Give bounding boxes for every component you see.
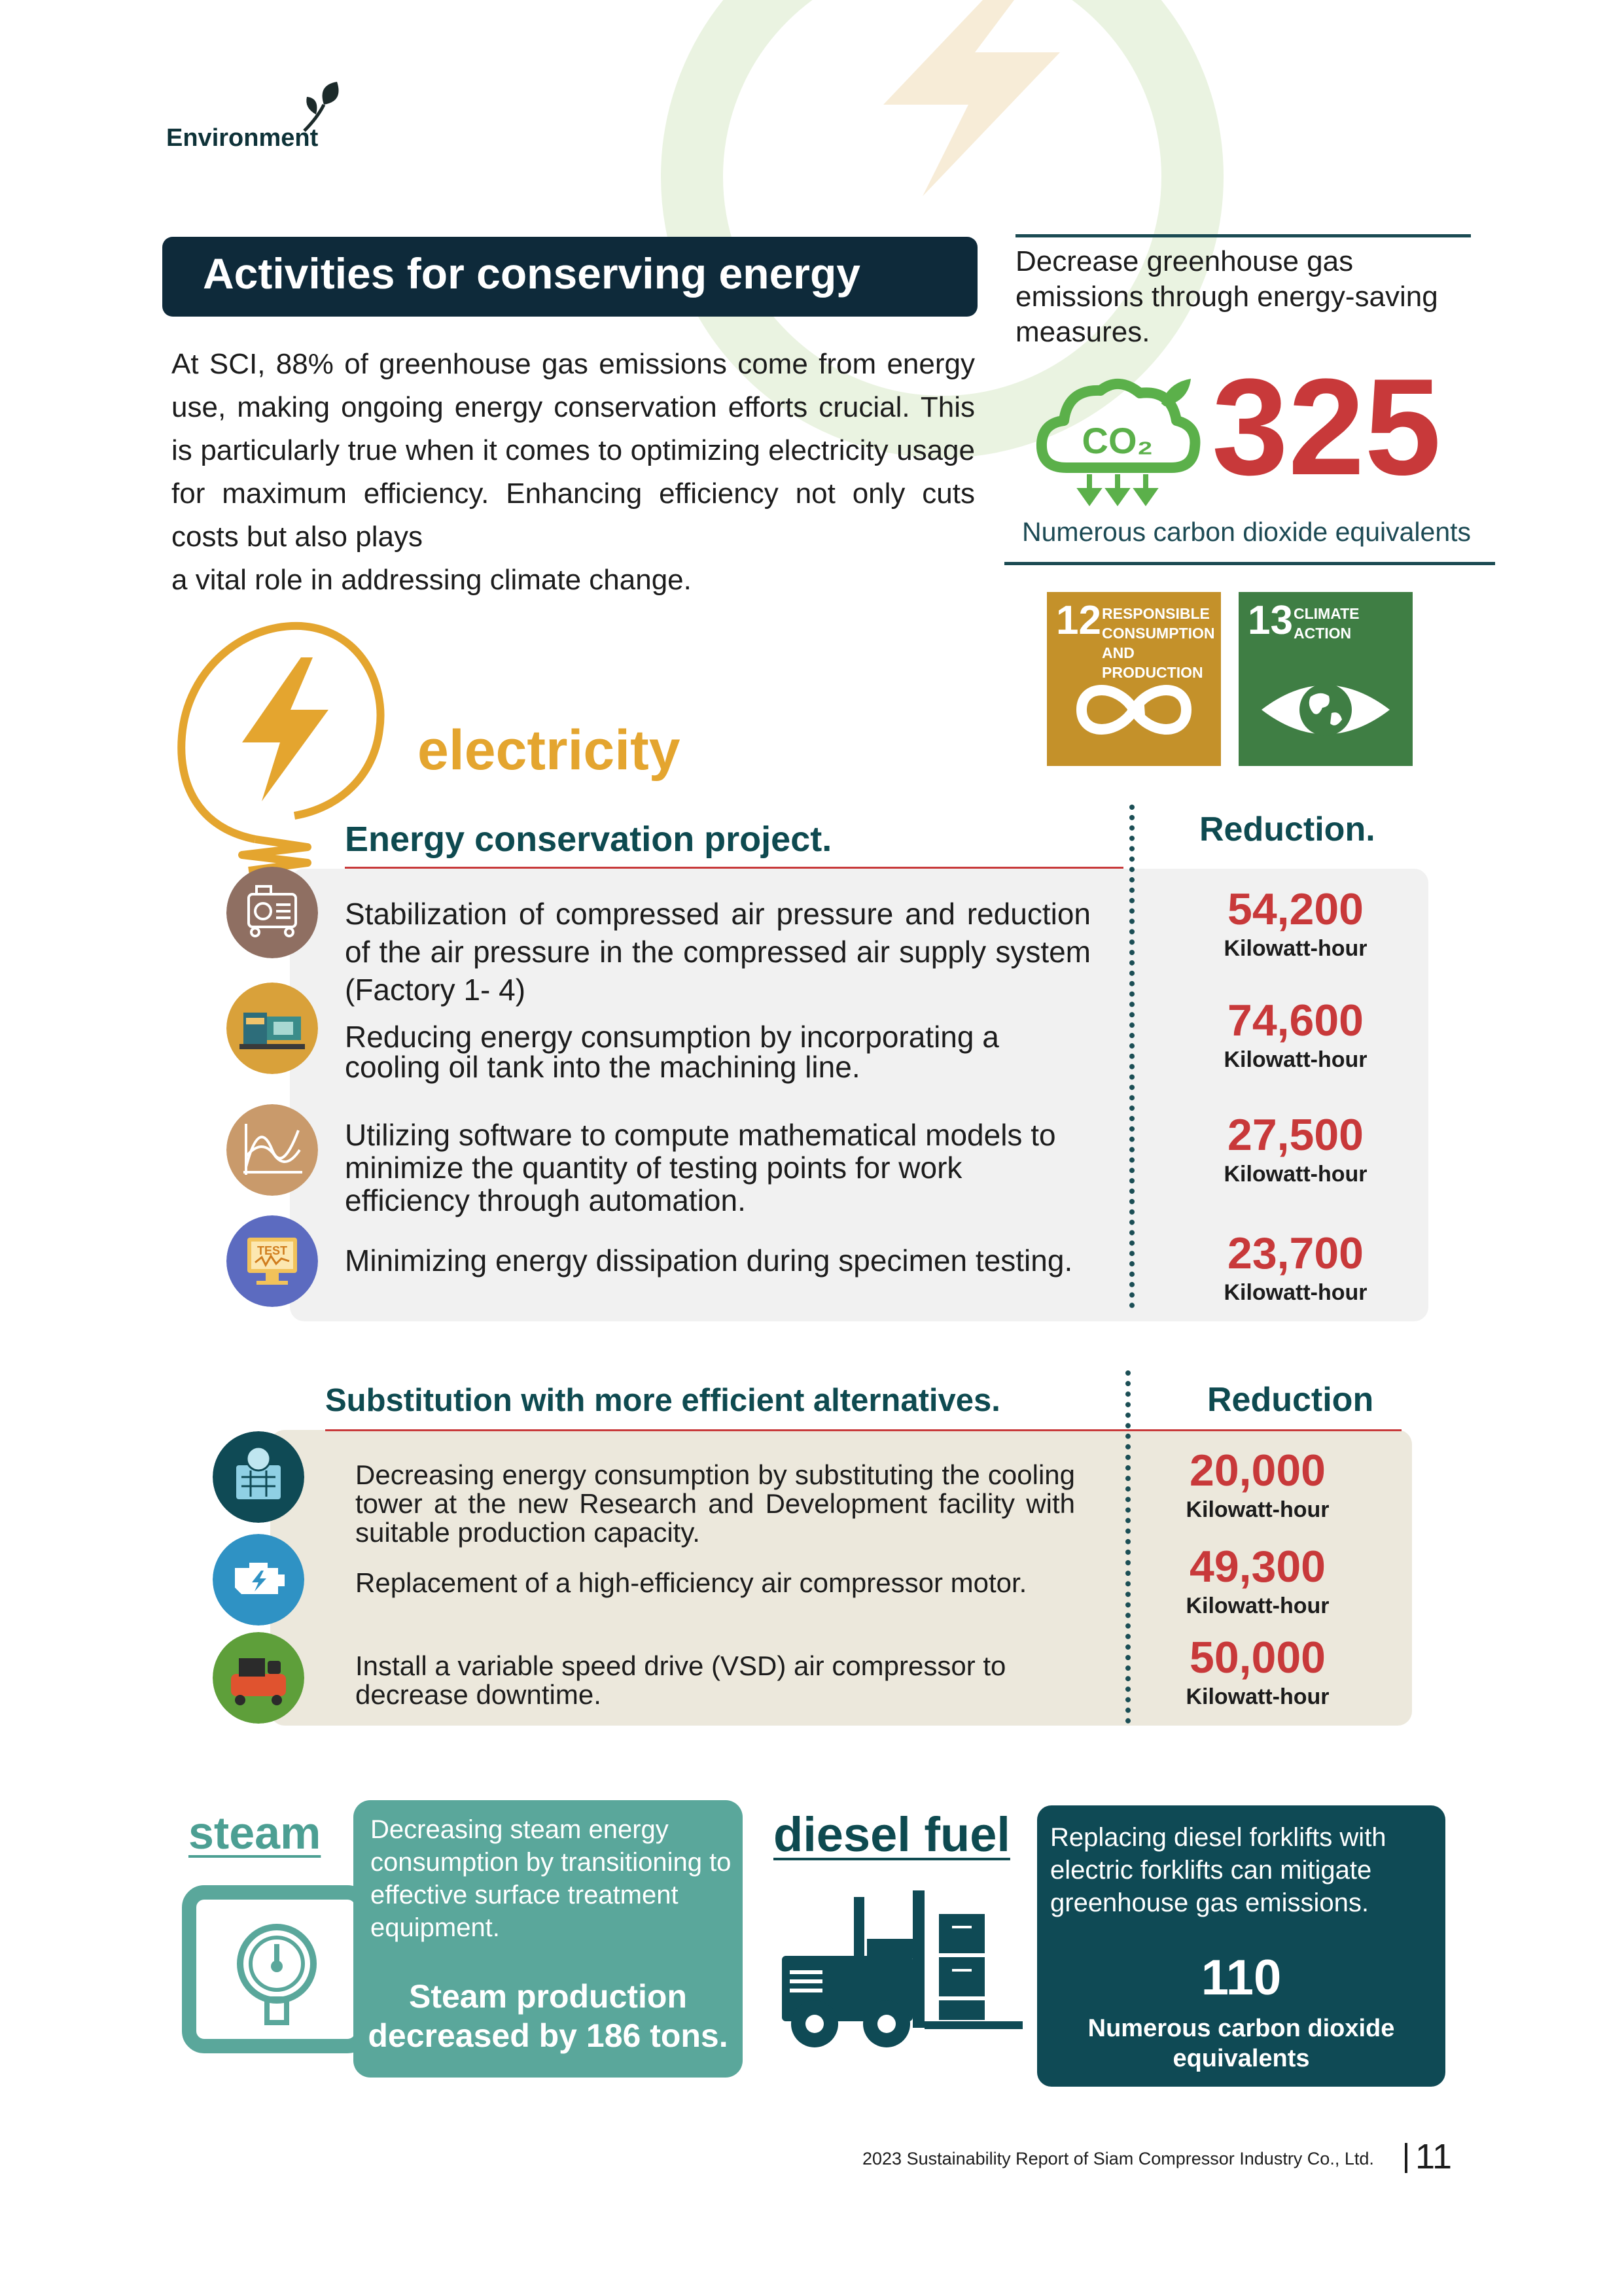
cooling-tower-icon	[213, 1431, 304, 1523]
energy-item-value	[1197, 994, 1394, 1073]
test-monitor-icon	[226, 1215, 318, 1307]
header-underline	[345, 867, 1123, 869]
sdg-label: CONSUMPTION	[1102, 625, 1215, 642]
value-unit: Kilowatt-hour	[1224, 1047, 1368, 1072]
vsd-compressor-icon	[213, 1632, 304, 1724]
diesel-description: Replacing diesel forklifts with electric forklifts can mitigate greenhouse gas emissions.	[1050, 1823, 1386, 1917]
sdg-label: CLIMATE	[1294, 605, 1360, 622]
motor-icon	[213, 1534, 304, 1626]
infinity-icon	[1072, 677, 1196, 742]
substitution-header: Substitution with more efficient alternatives.	[325, 1383, 1000, 1418]
value-number: 74,600	[1227, 996, 1364, 1045]
energy-item-value	[1197, 883, 1394, 962]
dotted-divider	[1129, 805, 1135, 1308]
energy-item-text: Minimizing energy dissipation during specimen testing.	[345, 1244, 1073, 1278]
page-number: 11	[1415, 2137, 1453, 2176]
steam-title: steam	[188, 1807, 321, 1858]
energy-item-value	[1197, 1109, 1394, 1187]
energy-item-value	[1197, 1227, 1394, 1306]
footer-report: 2023 Sustainability Report of Siam Compressor Industry Co., Ltd.	[862, 2149, 1374, 2168]
eye-globe-icon	[1258, 674, 1393, 746]
header-underline	[325, 1429, 1402, 1431]
value-number: 27,500	[1227, 1110, 1364, 1160]
substitution-item-value	[1159, 1631, 1356, 1710]
co2-label: CO₂	[1082, 420, 1154, 461]
sdg-13-tile	[1239, 592, 1413, 766]
value-number: 49,300	[1190, 1542, 1326, 1592]
co2-cloud-icon	[1034, 370, 1204, 507]
value-number: 54,200	[1227, 884, 1364, 934]
intro-text: At SCI, 88% of greenhouse gas emissions come from energy use, making ongoing energy conservation efforts crucial. This is particularly true when it comes to optimizing electricity usage for maximum efficiency. Enhancing efficiency not only cuts costs but also plays	[171, 348, 975, 553]
diesel-caption: Numerous carbon dioxide equivalents	[1087, 2015, 1395, 2072]
test-label: TEST	[256, 1244, 288, 1257]
divider-bottom	[1004, 562, 1495, 565]
value-unit: Kilowatt-hour	[1186, 1497, 1330, 1522]
ghg-caption: Numerous carbon dioxide equivalents	[1022, 517, 1472, 547]
value-number: 20,000	[1190, 1446, 1326, 1495]
sdg-12-tile	[1047, 592, 1221, 766]
value-unit: Kilowatt-hour	[1224, 1280, 1368, 1305]
value-number: 23,700	[1227, 1228, 1364, 1278]
diesel-value: 110	[1201, 1950, 1282, 2006]
substitution-item-value	[1159, 1540, 1356, 1619]
section-label: Environment	[166, 124, 319, 152]
steam-icon-frame	[182, 1885, 370, 2053]
pressure-gauge-icon	[228, 1919, 326, 2030]
substitution-item-text: Decreasing energy consumption by substituting the cooling tower at the new Research and Development facility with suitable production capacity.	[355, 1459, 1075, 1548]
air-compressor-icon	[226, 867, 318, 958]
steam-description: Decreasing steam energy consumption by transitioning to effective surface treatment equipment.	[370, 1815, 732, 1942]
value-unit: Kilowatt-hour	[1186, 1593, 1330, 1618]
reduction-header: Reduction	[1207, 1381, 1374, 1419]
sdg-label: ACTION	[1294, 625, 1352, 642]
value-unit: Kilowatt-hour	[1224, 936, 1368, 961]
machining-line-icon	[226, 983, 318, 1074]
substitution-item-text: Replacement of a high-efficiency air compressor motor.	[355, 1567, 1027, 1598]
sdg-number: 12	[1056, 598, 1101, 643]
forklift-icon	[775, 1884, 1031, 2054]
value-unit: Kilowatt-hour	[1224, 1162, 1368, 1187]
steam-card	[353, 1800, 743, 2078]
watermark-bolt-icon	[844, 0, 1093, 196]
diesel-title: diesel fuel	[773, 1807, 1010, 1862]
ghg-value: 325	[1212, 350, 1441, 504]
steam-result: Steam production decreased by 186 tons.	[368, 1978, 728, 2054]
energy-project-header: Energy conservation project.	[345, 820, 832, 859]
sdg-label: RESPONSIBLE	[1102, 605, 1210, 622]
substitution-item-text: Install a variable speed drive (VSD) air compressor to decrease downtime.	[355, 1650, 1006, 1710]
energy-item-text: Utilizing software to compute mathematical models to minimize the quantity of testing points for work efficiency through automation.	[345, 1118, 1056, 1217]
sdg-label: AND PRODUCTION	[1102, 644, 1203, 681]
sdg-number: 13	[1248, 598, 1293, 643]
diesel-card	[1037, 1805, 1445, 2087]
electricity-title: electricity	[417, 719, 680, 782]
divider-top	[1015, 234, 1471, 237]
value-unit: Kilowatt-hour	[1186, 1684, 1330, 1709]
intro-last-line: a vital role in addressing climate change.	[171, 564, 692, 596]
dotted-divider	[1125, 1370, 1131, 1724]
page-title: Activities for conserving energy	[203, 249, 860, 298]
ghg-description: Decrease greenhouse gas emissions through energy-saving measures.	[1015, 245, 1438, 348]
reduction-header: Reduction.	[1199, 810, 1375, 848]
energy-item-text: Reducing energy consumption by incorporating a cooling oil tank into the machining line.	[345, 1020, 999, 1084]
footer-divider	[1405, 2143, 1407, 2173]
math-graph-icon	[226, 1104, 318, 1196]
value-number: 50,000	[1190, 1633, 1326, 1682]
energy-item-text: Stabilization of compressed air pressure and reduction of the air pressure in the compressed air supply system (Factory 1- 4)	[345, 897, 1091, 1007]
intro-paragraph	[171, 343, 975, 602]
substitution-item-value	[1159, 1444, 1356, 1523]
